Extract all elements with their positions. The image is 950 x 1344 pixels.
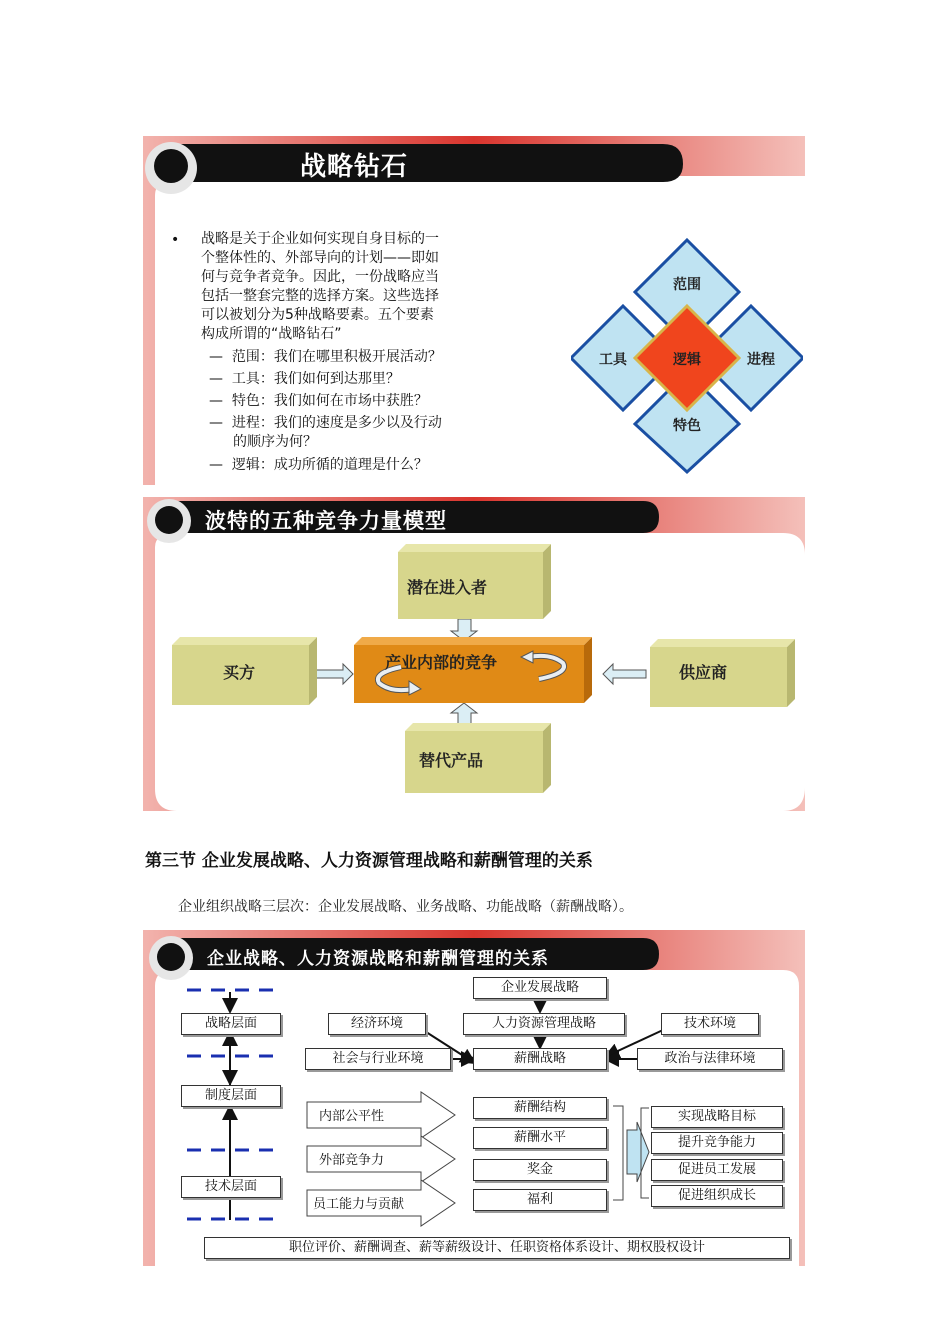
goal-competitiveness: 提升竞争能力 xyxy=(651,1132,783,1154)
force-buyers: 买方 xyxy=(223,663,256,682)
env-social-industry: 社会与行业环境 xyxy=(305,1048,451,1070)
bullet-line: 可以被划分为5种战略要素。五个要素 xyxy=(201,307,434,323)
diamond-label-left: 工具 xyxy=(599,352,627,368)
sub-item: — 工具：我们如何到达那里？ xyxy=(209,371,400,387)
level-strategy: 战略层面 xyxy=(181,1013,281,1035)
diamond-label-bottom: 特色 xyxy=(673,418,701,434)
force-industry-rivalry: 产业内部的竞争 xyxy=(385,653,498,672)
level-system: 制度层面 xyxy=(181,1085,281,1107)
dash-marker: — xyxy=(209,393,232,409)
force-suppliers: 供应商 xyxy=(679,663,728,682)
sub-item: — 逻辑：成功所循的道理是什么？ xyxy=(209,457,428,473)
bullet-dot: • xyxy=(171,232,180,248)
section-heading: 第三节 企业发展战略、人力资源管理战略和薪酬管理的关系 xyxy=(145,851,593,871)
bullet-line: 包括一整套完整的选择方案。这些选择 xyxy=(201,288,439,304)
goal-employee-development: 促进员工发展 xyxy=(651,1159,783,1181)
goal-organization-growth: 促进组织成长 xyxy=(651,1185,783,1207)
slide-1-title: 战略钻石 xyxy=(300,152,409,182)
sub-item: — 特色：我们如何在市场中获胜？ xyxy=(209,393,428,409)
sub-item: — 进程：我们的速度是多少以及行动 xyxy=(209,415,442,431)
sub-item-continued: 的顺序为何？ xyxy=(233,434,317,450)
hr-management-strategy: 人力资源管理战略 xyxy=(463,1013,625,1035)
sub-item: — 范围：我们在哪里积极开展活动？ xyxy=(209,349,442,365)
force-potential-entrants: 潜在进入者 xyxy=(407,578,488,597)
env-technology: 技术环境 xyxy=(661,1013,759,1035)
goal-strategic-target: 实现战略目标 xyxy=(651,1106,783,1128)
component-pay-structure: 薪酬结构 xyxy=(473,1097,607,1119)
factor-internal-equity: 内部公平性 xyxy=(319,1109,385,1124)
diamond-label-right: 进程 xyxy=(747,352,775,368)
dash-marker: — xyxy=(209,415,232,431)
dash-marker: — xyxy=(209,457,232,473)
compensation-strategy: 薪酬战略 xyxy=(473,1048,607,1070)
diamond-label-top: 范围 xyxy=(673,277,701,293)
component-benefits: 福利 xyxy=(473,1189,607,1211)
factor-external-competitiveness: 外部竞争力 xyxy=(319,1153,385,1168)
enterprise-development-strategy: 企业发展战略 xyxy=(473,977,607,999)
dash-marker: — xyxy=(209,349,232,365)
diamond-label-center: 逻辑 xyxy=(673,352,701,368)
dash-marker: — xyxy=(209,371,232,387)
bullet-line: 何与竞争者竞争。因此，一份战略应当 xyxy=(201,269,439,285)
slide-strategy-diamond xyxy=(143,136,805,485)
slide-porter-five-forces xyxy=(143,497,805,811)
bullet-line: 个整体性的、外部导向的计划——即如 xyxy=(201,250,439,266)
component-pay-level: 薪酬水平 xyxy=(473,1127,607,1149)
bullet-line: 战略是关于企业如何实现自身目标的一 xyxy=(201,231,439,247)
section-paragraph: 企业组织战略三层次：企业发展战略、业务战略、功能战略（薪酬战略）。 xyxy=(178,899,633,915)
env-political-legal: 政治与法律环境 xyxy=(637,1048,783,1070)
env-economic: 经济环境 xyxy=(328,1013,426,1035)
slide-strategy-relation xyxy=(143,930,805,1266)
component-bonus: 奖金 xyxy=(473,1159,607,1181)
level-technical: 技术层面 xyxy=(181,1176,281,1198)
slide-3-title: 企业战略、人力资源战略和薪酬管理的关系 xyxy=(207,949,549,969)
technical-tools-bar: 职位评价、薪酬调查、薪等薪级设计、任职资格体系设计、期权股权设计 xyxy=(204,1237,790,1259)
force-substitutes: 替代产品 xyxy=(419,751,484,770)
slide-2-title: 波特的五种竞争力量模型 xyxy=(205,509,447,533)
factor-employee-contribution: 员工能力与贡献 xyxy=(313,1197,405,1212)
sub-item-list xyxy=(209,346,442,476)
bullet-paragraph xyxy=(201,230,439,344)
bullet-line: 构成所谓的“战略钻石” xyxy=(201,326,342,342)
